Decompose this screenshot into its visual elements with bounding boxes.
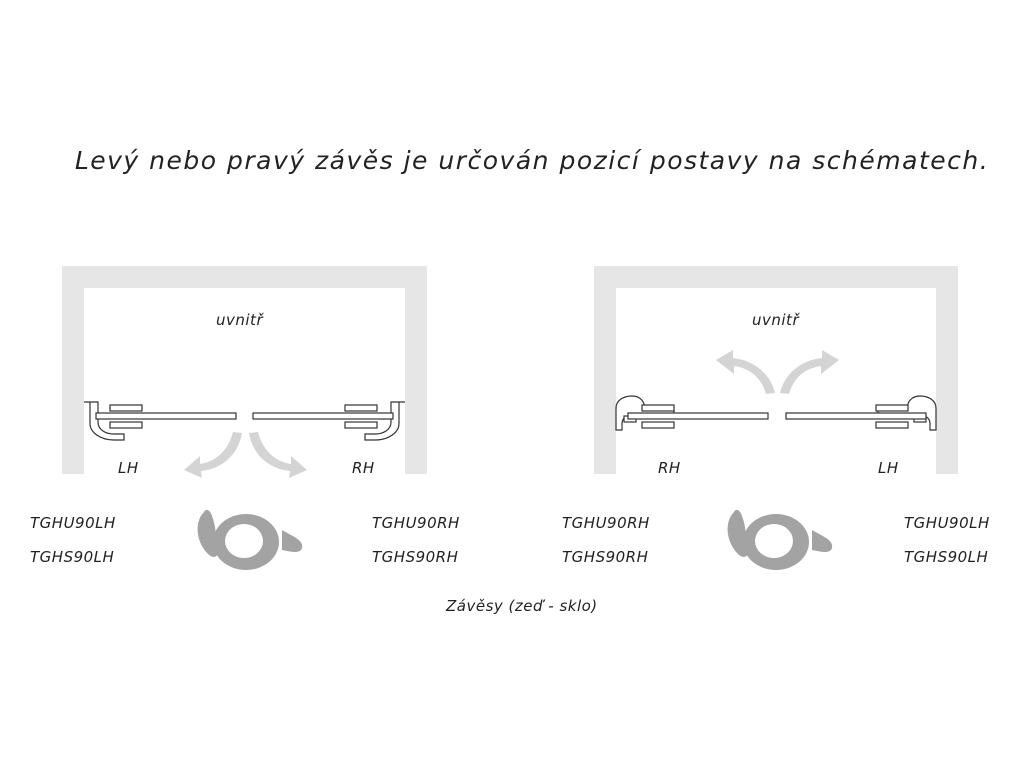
caption: Závěsy (zeď - sklo) [446,597,598,615]
left-inside-label: uvnitř [216,311,264,329]
right-code-rh-1: TGHU90RH [562,514,650,532]
right-code-rh-2: TGHS90RH [562,548,649,566]
left-code-lh-2: TGHS90LH [30,548,115,566]
right-wall-frame [594,266,958,474]
right-hinge-left-label: RH [658,459,681,477]
hinge-icon [84,402,142,440]
left-hinge-right-label: RH [352,459,375,477]
glass-panel-right [786,413,926,419]
person-icon [728,510,833,570]
page-title: Levý nebo pravý závěs je určován pozicí postavy na schématech. [74,146,990,175]
swing-arrow-icon [184,432,307,478]
right-inside-label: uvnitř [752,311,800,329]
right-code-lh-2: TGHS90LH [904,548,989,566]
left-hinge-left-label: LH [118,459,139,477]
hinge-icon [345,402,405,440]
right-code-lh-1: TGHU90LH [904,514,990,532]
right-hinge-right-label: LH [878,459,899,477]
glass-panel-right [253,413,393,419]
glass-panel-left [96,413,236,419]
left-code-rh-1: TGHU90RH [372,514,460,532]
left-wall-frame [62,266,427,474]
person-icon [198,510,303,570]
left-code-rh-2: TGHS90RH [372,548,459,566]
swing-arrow-icon [716,350,839,394]
left-code-lh-1: TGHU90LH [30,514,116,532]
glass-panel-left [628,413,768,419]
